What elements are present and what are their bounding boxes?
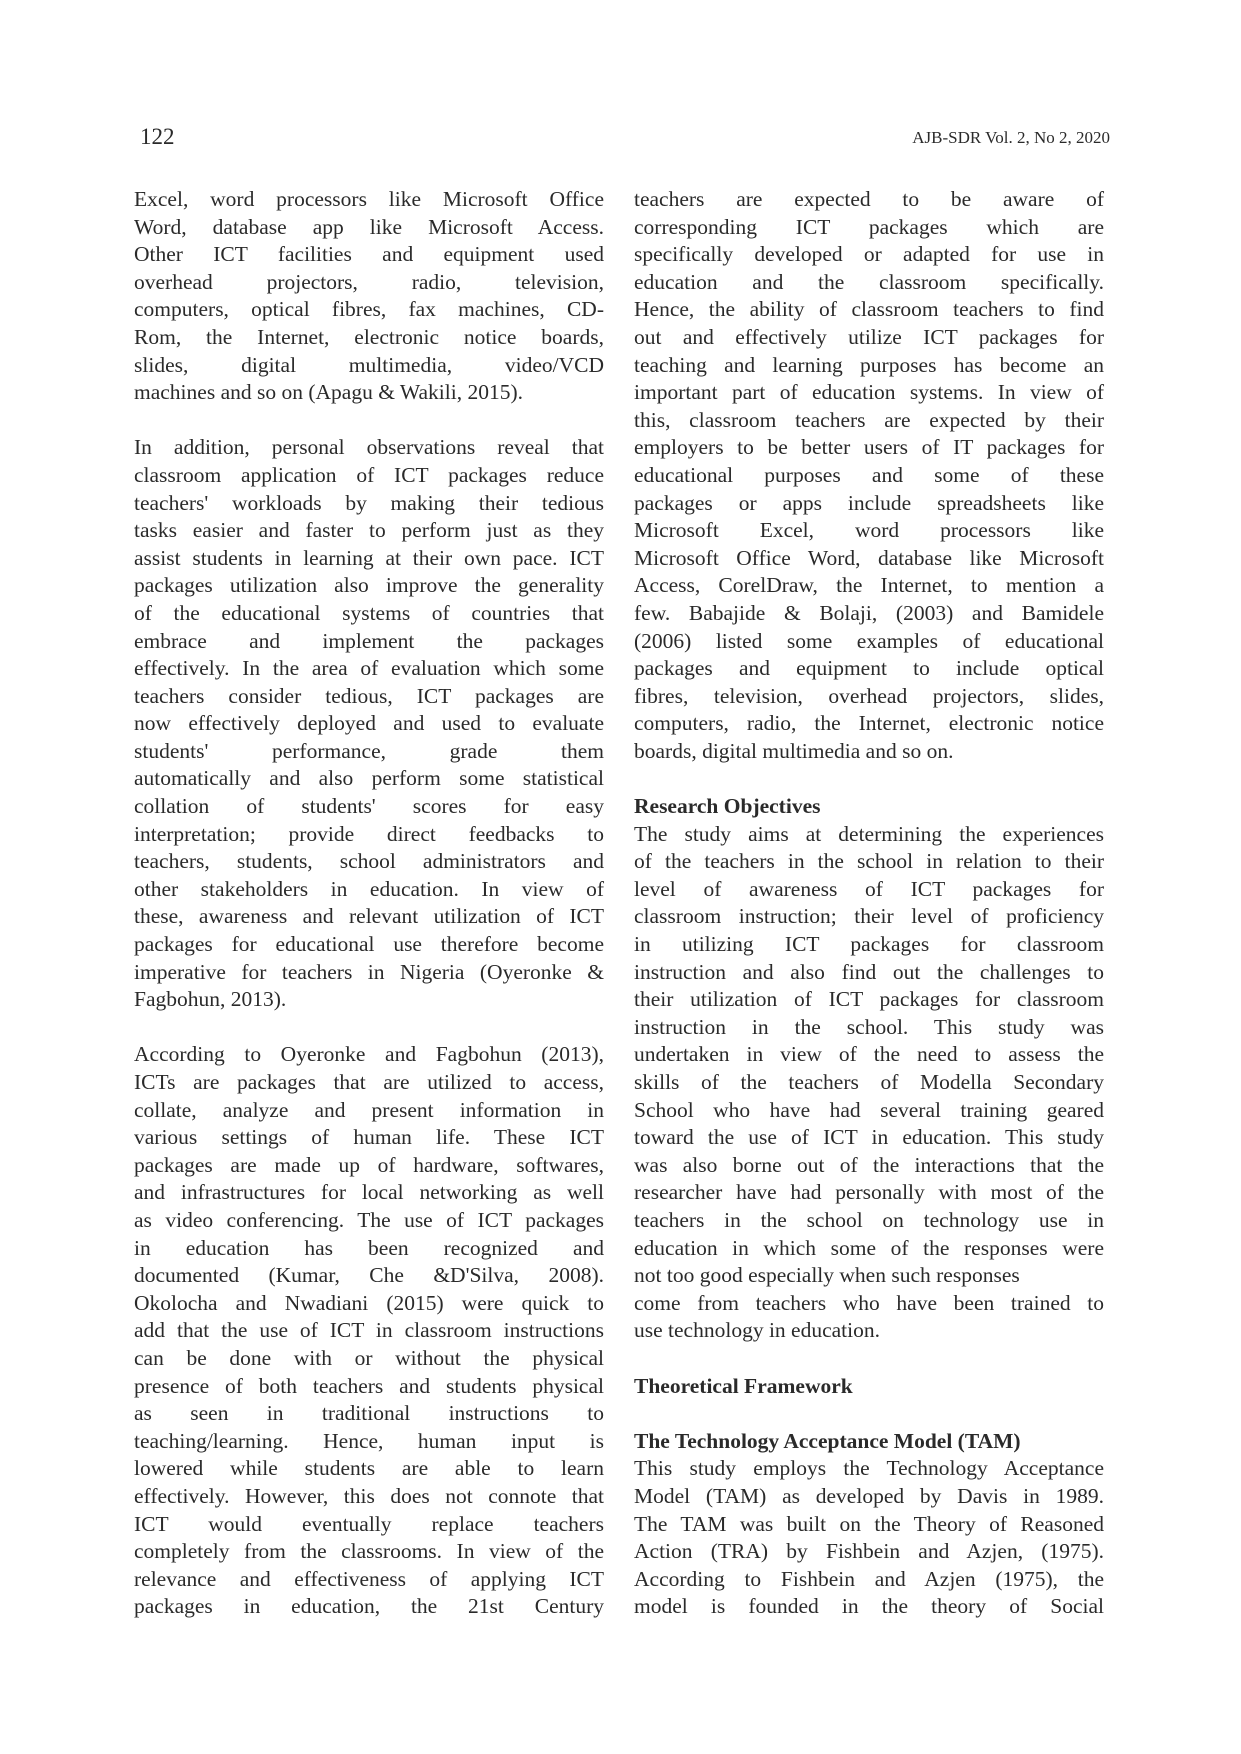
text-line: skills of the teachers of Modella Secondary bbox=[634, 1070, 1104, 1094]
text-line: imperative for teachers in Nigeria (Oyeronke & bbox=[134, 959, 604, 984]
page-number: 122 bbox=[140, 124, 175, 149]
text-line: instruction and also find out the challenges to bbox=[634, 959, 1104, 984]
text-line: teachers, students, school administrators and bbox=[134, 849, 604, 874]
text-line: fibres, television, overhead projectors, slides, bbox=[634, 683, 1104, 708]
text-line: Excel, word processors like Microsoft Office bbox=[134, 187, 604, 211]
text-line: Word, database app like Microsoft Access. bbox=[134, 214, 604, 239]
right-column bbox=[634, 186, 1104, 1648]
text-line: slides, digital multimedia, video/VCD bbox=[134, 352, 604, 377]
text-line: as video conferencing. The use of ICT packages bbox=[134, 1207, 604, 1232]
text-line: out and effectively utilize ICT packages for bbox=[634, 324, 1104, 349]
text-line: interpretation; provide direct feedbacks to bbox=[134, 821, 604, 846]
text-line: In addition, personal observations reveal that bbox=[134, 435, 604, 460]
text-line: other stakeholders in education. In view of bbox=[134, 876, 604, 901]
text-line: employers to be better users of IT packages for bbox=[634, 435, 1104, 460]
text-line: Model (TAM) as developed by Davis in 1989. bbox=[634, 1483, 1104, 1508]
text-line: Rom, the Internet, electronic notice boards, bbox=[134, 324, 604, 349]
text-line: Action (TRA) by Fishbein and Azjen, (1975). bbox=[634, 1539, 1104, 1564]
text-line: (2006) listed some examples of educational bbox=[634, 628, 1104, 653]
text-line: was also borne out of the interactions that the bbox=[634, 1152, 1104, 1177]
text-line: teachers consider tedious, ICT packages are bbox=[134, 683, 604, 708]
text-line: teaching and learning purposes has become an bbox=[634, 352, 1104, 377]
text-line: computers, radio, the Internet, electronic notice bbox=[634, 711, 1104, 736]
text-line: corresponding ICT packages which are bbox=[634, 214, 1104, 239]
text-line: assist students in learning at their own pace. ICT bbox=[134, 545, 604, 570]
text-line: and infrastructures for local networking as well bbox=[134, 1180, 604, 1205]
text-line: come from teachers who have been trained to bbox=[634, 1290, 1104, 1315]
text-line: ICT would eventually replace teachers bbox=[134, 1511, 604, 1536]
text-line: education in which some of the responses were bbox=[634, 1235, 1104, 1260]
text-line: overhead projectors, radio, television, bbox=[134, 269, 604, 294]
text-line: packages for educational use therefore become bbox=[134, 932, 604, 957]
text-line: Microsoft Office Word, database like Microsoft bbox=[634, 545, 1104, 570]
text-line: toward the use of ICT in education. This study bbox=[634, 1125, 1104, 1150]
text-line: collation of students' scores for easy bbox=[134, 794, 604, 819]
text-line: their utilization of ICT packages for classroom bbox=[634, 987, 1104, 1012]
left-column bbox=[134, 186, 604, 1648]
text-line: various settings of human life. These ICT bbox=[134, 1125, 604, 1150]
text-line: According to Fishbein and Azjen (1975), the bbox=[634, 1566, 1104, 1591]
subsection-heading-tam: The Technology Acceptance Model (TAM) bbox=[634, 1428, 1021, 1453]
text-line: ICTs are packages that are utilized to access, bbox=[134, 1070, 604, 1094]
section-theoretical-framework bbox=[634, 1373, 1104, 1401]
text-line: can be done with or without the physical bbox=[134, 1345, 604, 1370]
text-line: School who have had several training geared bbox=[634, 1097, 1104, 1122]
text-line: classroom instruction; their level of proficiency bbox=[634, 904, 1104, 929]
text-line: students' performance, grade them bbox=[134, 738, 604, 763]
section-tam bbox=[634, 1428, 1104, 1621]
text-line: these, awareness and relevant utilization of ICT bbox=[134, 904, 604, 929]
text-line: According to Oyeronke and Fagbohun (2013), bbox=[134, 1042, 604, 1067]
text-line: teachers in the school on technology use in bbox=[634, 1207, 1104, 1232]
text-line: classroom application of ICT packages reduce bbox=[134, 462, 604, 487]
paragraph-ict-facilities bbox=[134, 186, 604, 407]
text-line: instruction in the school. This study was bbox=[634, 1014, 1104, 1039]
section-research-objectives bbox=[634, 793, 1104, 1345]
text-line: now effectively deployed and used to evaluate bbox=[134, 711, 604, 736]
text-line: teachers' workloads by making their tedious bbox=[134, 490, 604, 515]
text-line: of the teachers in the school in relation to their bbox=[634, 849, 1104, 874]
text-line: educational purposes and some of these bbox=[634, 462, 1104, 487]
journal-running-header: AJB-SDR Vol. 2, No 2, 2020 bbox=[912, 128, 1110, 147]
text-line: few. Babajide & Bolaji, (2003) and Bamidele bbox=[634, 600, 1104, 625]
text-line: automatically and also perform some statistical bbox=[134, 766, 604, 791]
text-line: relevance and effectiveness of applying ICT bbox=[134, 1566, 604, 1591]
text-line: important part of education systems. In view of bbox=[634, 380, 1104, 405]
text-line: effectively. However, this does not connote that bbox=[134, 1483, 604, 1508]
text-line: Access, CorelDraw, the Internet, to mention a bbox=[634, 573, 1104, 598]
text-line: packages utilization also improve the generality bbox=[134, 573, 604, 598]
text-line: collate, analyze and present information in bbox=[134, 1097, 604, 1122]
text-line: lowered while students are able to learn bbox=[134, 1456, 604, 1481]
text-line: effectively. In the area of evaluation which some bbox=[134, 656, 604, 681]
text-line: completely from the classrooms. In view of the bbox=[134, 1539, 604, 1564]
text-line: model is founded in the theory of Social bbox=[634, 1594, 1104, 1619]
text-line: Hence, the ability of classroom teachers to find bbox=[634, 297, 1104, 322]
text-line: in utilizing ICT packages for classroom bbox=[634, 932, 1104, 957]
text-line: Fagbohun, 2013). bbox=[134, 987, 287, 1012]
text-line: This study employs the Technology Acceptance bbox=[634, 1456, 1104, 1481]
text-line: packages in education, the 21st Century bbox=[134, 1594, 604, 1619]
paragraph-teachers-awareness bbox=[634, 186, 1104, 765]
text-line: computers, optical fibres, fax machines, CD- bbox=[134, 297, 604, 322]
text-line: level of awareness of ICT packages for bbox=[634, 876, 1104, 901]
text-line: documented (Kumar, Che &D'Silva, 2008). bbox=[134, 1263, 604, 1288]
text-line: The study aims at determining the experiences bbox=[634, 821, 1104, 846]
text-line: of the educational systems of countries that bbox=[134, 600, 604, 625]
section-heading-research-objectives: Research Objectives bbox=[634, 794, 821, 819]
text-line: not too good especially when such responses bbox=[634, 1263, 1020, 1288]
text-line: packages are made up of hardware, softwares, bbox=[134, 1152, 604, 1177]
text-line: education and the classroom specifically. bbox=[634, 269, 1104, 294]
text-line: machines and so on (Apagu & Wakili, 2015). bbox=[134, 380, 523, 405]
text-line: teaching/learning. Hence, human input is bbox=[134, 1428, 604, 1453]
text-line: packages or apps include spreadsheets like bbox=[634, 490, 1104, 515]
text-line: embrace and implement the packages bbox=[134, 628, 604, 653]
text-line: The TAM was built on the Theory of Reasoned bbox=[634, 1511, 1104, 1536]
text-line: as seen in traditional instructions to bbox=[134, 1401, 604, 1426]
text-line: tasks easier and faster to perform just as they bbox=[134, 518, 604, 543]
text-line: packages and equipment to include optical bbox=[634, 656, 1104, 681]
text-line: use technology in education. bbox=[634, 1318, 880, 1343]
text-line: undertaken in view of the need to assess the bbox=[634, 1042, 1104, 1067]
section-heading-theoretical-framework: Theoretical Framework bbox=[634, 1373, 853, 1398]
text-line: teachers are expected to be aware of bbox=[634, 187, 1104, 211]
paragraph-oyeronke-fagbohun bbox=[134, 1041, 604, 1620]
paragraph-personal-observations bbox=[134, 434, 604, 1013]
text-line: Microsoft Excel, word processors like bbox=[634, 518, 1104, 543]
text-line: boards, digital multimedia and so on. bbox=[634, 738, 954, 763]
text-line: in education has been recognized and bbox=[134, 1235, 604, 1260]
text-line: Other ICT facilities and equipment used bbox=[134, 242, 604, 267]
text-line: specifically developed or adapted for use in bbox=[634, 242, 1104, 267]
text-line: Okolocha and Nwadiani (2015) were quick to bbox=[134, 1290, 604, 1315]
text-line: add that the use of ICT in classroom instructions bbox=[134, 1318, 604, 1343]
text-line: this, classroom teachers are expected by their bbox=[634, 407, 1104, 432]
text-line: researcher have had personally with most of the bbox=[634, 1180, 1104, 1205]
text-line: presence of both teachers and students physical bbox=[134, 1373, 604, 1398]
